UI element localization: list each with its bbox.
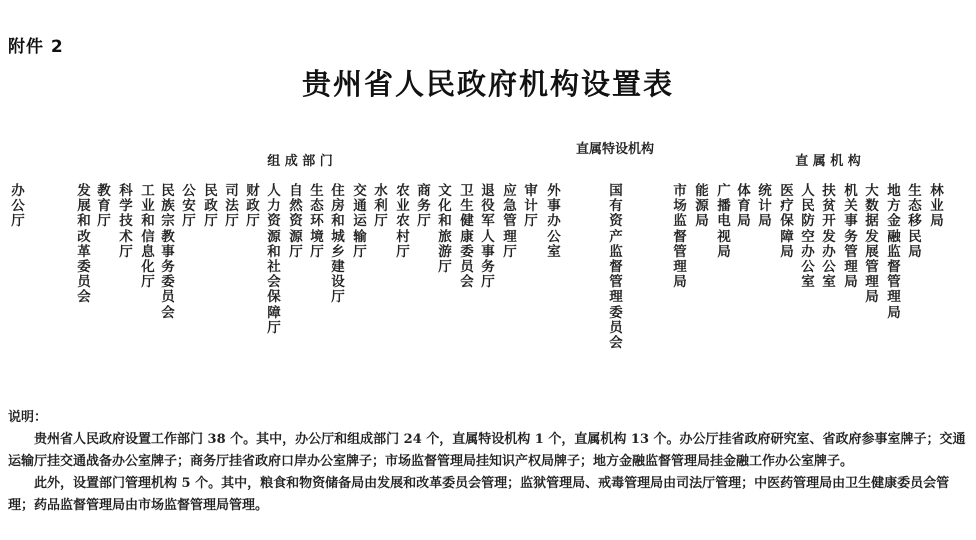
department-column-11: 人力资源和社会保障厅 xyxy=(267,183,281,336)
department-column-5: 工业和信息化厅 xyxy=(141,183,155,291)
notes-paragraph-1: 贵州省人民政府设置工作部门 38 个。其中，办公厅和组成部门 24 个，直属特设机构 1 个，直属机构 13 个。办公厅挂省政府研究室、省政府参事室牌子；交通运输厅挂交通战备办公室牌子；商务厅挂省政府口岸办公室牌子；市场监督管理局挂知识产权局牌子；地方金融监督管理局挂金融工作办公室牌子。 xyxy=(8,432,966,469)
department-column-16: 水利厅 xyxy=(374,183,388,230)
direct-agency-column-4: 体育局 xyxy=(737,183,751,230)
notes-section xyxy=(8,407,970,517)
notes-paragraph-2: 此外，设置部门管理机构 5 个。其中，粮食和物资储备局由发展和改革委员会管理；监狱管理局、戒毒管理局由司法厅管理；中医药管理局由卫生健康委员会管理；药品监督管理局由市场监督管理局管理。 xyxy=(8,476,950,513)
department-column-19: 文化和旅游厅 xyxy=(438,183,452,276)
direct-agency-column-12: 生态移民局 xyxy=(908,183,922,260)
direct-agency-column-7: 人民防空办公室 xyxy=(801,183,815,291)
department-column-6: 民族宗教事务委员会 xyxy=(161,183,175,321)
direct-agency-column-3: 广播电视局 xyxy=(717,183,731,260)
department-column-24: 外事办公室 xyxy=(547,183,561,260)
department-column-7: 公安厅 xyxy=(182,183,196,230)
department-column-21: 退役军人事务厅 xyxy=(481,183,495,291)
department-column-12: 自然资源厅 xyxy=(289,183,303,260)
department-column-20: 卫生健康委员会 xyxy=(460,183,474,291)
direct-agency-column-1: 市场监督管理局 xyxy=(673,183,687,291)
direct-agency-column-13: 林业局 xyxy=(930,183,944,230)
notes-heading: 说明： xyxy=(8,410,48,425)
department-column-3: 教育厅 xyxy=(97,183,111,230)
attachment-label: 附件 2 xyxy=(8,37,64,57)
department-column-9: 司法厅 xyxy=(225,183,239,230)
direct-agency-column-6: 医疗保障局 xyxy=(780,183,794,260)
direct-agency-column-9: 机关事务管理局 xyxy=(844,183,858,291)
page-title: 贵州省人民政府机构设置表 xyxy=(301,67,674,101)
department-column-1: 办公厅 xyxy=(11,183,25,230)
group-label-direct-agencies: 直 属 机 构 xyxy=(795,154,861,169)
direct-agency-column-10: 大数据发展管理局 xyxy=(865,183,879,306)
direct-agency-column-8: 扶贫开发办公室 xyxy=(822,183,836,291)
direct-agency-column-5: 统计局 xyxy=(758,183,772,230)
department-column-22: 应急管理厅 xyxy=(503,183,517,260)
department-column-18: 商务厅 xyxy=(417,183,431,230)
department-column-13: 生态环境厅 xyxy=(310,183,324,260)
department-column-10: 财政厅 xyxy=(246,183,260,230)
special-agency-column-1: 国有资产监督管理委员会 xyxy=(609,183,623,352)
direct-agency-column-11: 地方金融监督管理局 xyxy=(887,183,901,321)
group-label-component-departments: 组 成 部 门 xyxy=(267,154,333,169)
department-column-14: 住房和城乡建设厅 xyxy=(331,183,345,306)
department-column-23: 审计厅 xyxy=(524,183,538,230)
department-column-4: 科学技术厅 xyxy=(119,183,133,260)
department-column-2: 发展和改革委员会 xyxy=(77,183,91,306)
direct-agency-column-2: 能源局 xyxy=(695,183,709,230)
group-label-special-agencies: 直属特设机构 xyxy=(575,142,654,157)
department-column-17: 农业农村厅 xyxy=(396,183,410,260)
department-column-15: 交通运输厅 xyxy=(353,183,367,260)
department-column-8: 民政厅 xyxy=(204,183,218,230)
